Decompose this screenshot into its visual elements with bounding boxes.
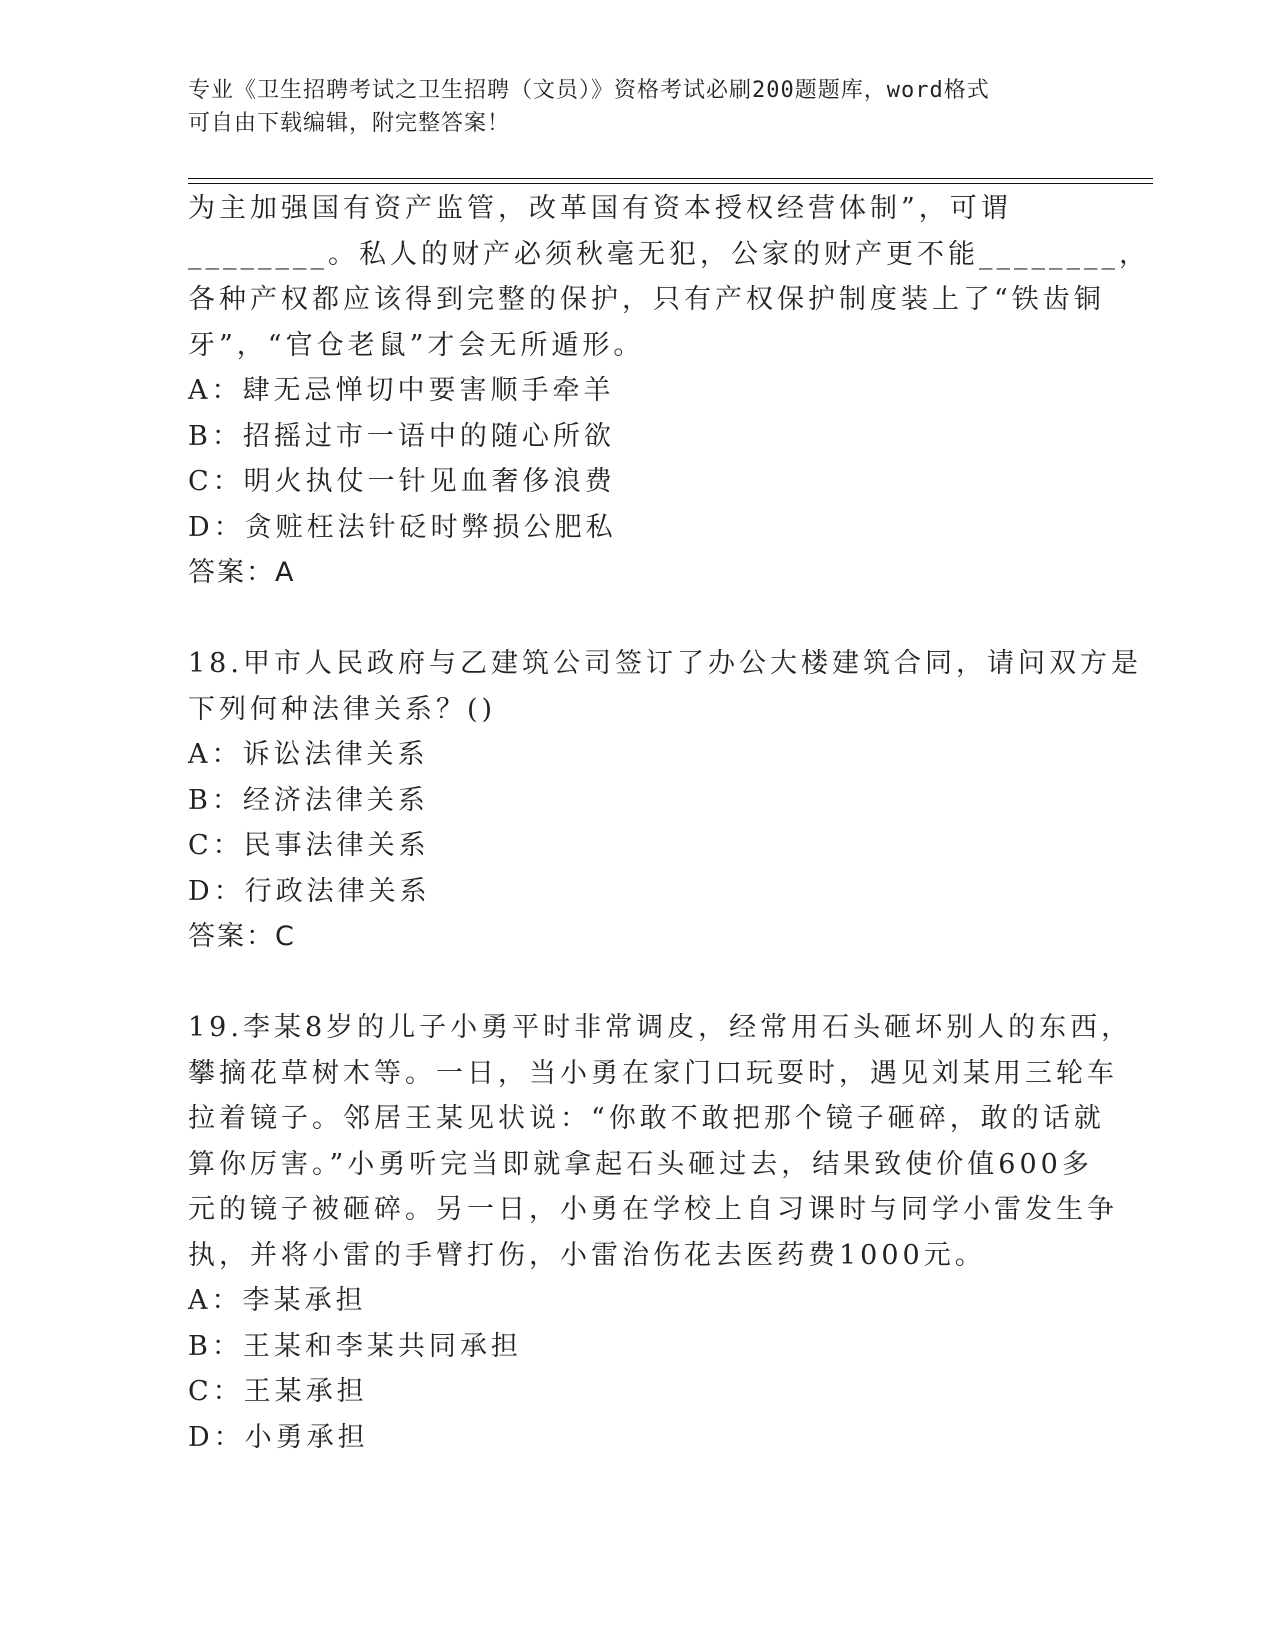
option-a: A：肆无忌惮切中要害顺手牵羊 <box>188 375 615 406</box>
header-line-2: 可自由下载编辑，附完整答案！ <box>188 111 511 136</box>
question-stem-line: 算你厉害。”小勇听完当即就拿起石头砸过去，结果致使价值600多 <box>188 1148 1093 1180</box>
header-line-1: 专业《卫生招聘考试之卫生招聘（文员）》资格考试必刷200题题库，word格式 <box>188 78 990 103</box>
question-stem-line: 18.甲市人民政府与乙建筑公司签订了办公大楼建筑合同，请问双方是 <box>188 648 1142 679</box>
question-stem-line: 攀摘花草树木等。一日，当小勇在家门口玩耍时，遇见刘某用三轮车 <box>188 1057 1118 1089</box>
option-c: C：明火执仗一针见血奢侈浪费 <box>188 466 616 497</box>
option-b: B：王某和李某共同承担 <box>188 1330 522 1362</box>
option-a: A：诉讼法律关系 <box>188 739 429 770</box>
spacer <box>188 960 1088 1006</box>
question-stem-line: 19.李某8岁的儿子小勇平时非常调皮，经常用石头砸坏别人的东西， <box>188 1012 1133 1043</box>
question-stem-line: 执，并将小雷的手臂打伤，小雷治伤花去医药费1000元。 <box>188 1239 986 1271</box>
question-stem-line: 下列何种法律关系？() <box>188 693 497 725</box>
question-stem-line: 为主加强国有资产监管，改革国有资本授权经营体制”，可谓 <box>188 193 1012 224</box>
question-19 <box>188 1005 1133 1460</box>
question-stem-line: ________。私人的财产必须秋毫无犯，公家的财产更不能________， <box>188 238 1150 270</box>
page-header <box>188 74 1068 140</box>
question-stem-line: 元的镜子被砸碎。另一日，小勇在学校上自习课时与同学小雷发生争 <box>188 1194 1118 1225</box>
question-stem-line: 牙”，“官仓老鼠”才会无所遁形。 <box>188 329 645 361</box>
option-b: B：招摇过市一语中的随心所欲 <box>188 420 615 452</box>
option-a: A：李某承担 <box>188 1285 367 1316</box>
answer-label: 答案：A <box>188 557 296 588</box>
question-stem-line: 各种产权都应该得到完整的保护，只有产权保护制度装上了“铁齿铜 <box>188 284 1105 315</box>
option-d: D：贪赃枉法针砭时弊损公肥私 <box>188 511 617 543</box>
question-18 <box>188 641 1142 960</box>
header-divider-bottom <box>188 183 1153 184</box>
header-divider-top <box>188 178 1153 179</box>
option-c: C：王某承担 <box>188 1376 368 1407</box>
question-17 <box>188 186 1150 596</box>
question-content <box>188 186 1150 1460</box>
option-d: D：行政法律关系 <box>188 875 431 907</box>
question-stem-line: 拉着镜子。邻居王某见状说：“你敢不敢把那个镜子砸碎，敢的话就 <box>188 1103 1105 1134</box>
option-d: D：小勇承担 <box>188 1421 369 1453</box>
answer-label: 答案：C <box>188 921 296 952</box>
spacer <box>188 596 1088 642</box>
option-c: C：民事法律关系 <box>188 830 430 861</box>
option-b: B：经济法律关系 <box>188 784 429 816</box>
